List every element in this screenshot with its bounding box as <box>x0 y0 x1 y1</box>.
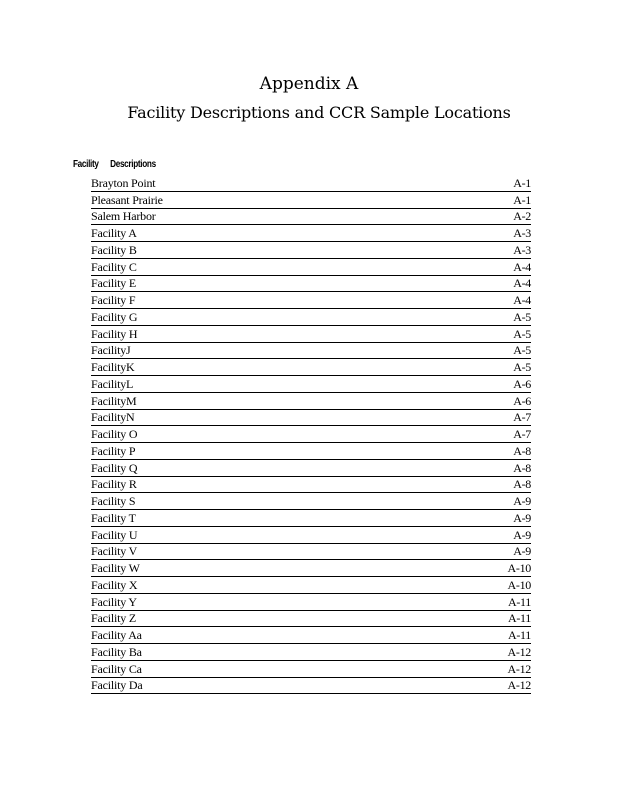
toc-entry-name[interactable]: FacilityK <box>91 360 135 374</box>
toc-entry-name[interactable]: Facility Z <box>91 611 136 626</box>
toc-entry[interactable] <box>91 493 531 510</box>
appendix-title: Appendix A <box>259 74 359 94</box>
toc-entry-name[interactable]: Facility U <box>91 527 138 542</box>
toc-entry[interactable] <box>91 259 531 276</box>
toc-entry-name[interactable]: Facility Da <box>91 678 143 693</box>
toc-entry[interactable] <box>91 359 531 376</box>
toc-entry-name[interactable]: Facility Aa <box>91 628 142 642</box>
toc-entry-name[interactable]: Salem Harbor <box>91 209 156 224</box>
appendix-subtitle: Facility Descriptions and CCR Sample Locations <box>127 103 511 122</box>
toc-entry-page[interactable]: A-8 <box>513 460 531 475</box>
toc-entry-page[interactable]: A-1 <box>513 175 531 190</box>
toc-entry[interactable] <box>91 393 531 410</box>
toc-entry-page[interactable]: A-7 <box>513 427 531 441</box>
toc-entry-name[interactable]: Facility W <box>91 561 140 575</box>
toc-entry-page[interactable]: A-11 <box>507 628 531 642</box>
toc-entry[interactable] <box>91 276 531 293</box>
toc-entry-page[interactable]: A-12 <box>507 678 531 693</box>
toc-entry-page[interactable]: A-2 <box>513 209 531 224</box>
toc-entry-name[interactable]: Facility F <box>91 293 136 307</box>
toc-entry-name[interactable]: Facility C <box>91 259 137 274</box>
toc-entry-name[interactable]: FacilityJ <box>91 343 131 358</box>
table-of-contents <box>91 175 531 694</box>
toc-entry-page[interactable]: A-10 <box>507 577 531 592</box>
toc-entry[interactable] <box>91 544 531 561</box>
toc-entry-page[interactable]: A-6 <box>513 393 531 408</box>
toc-entry-name[interactable]: Facility H <box>91 326 138 341</box>
toc-entry[interactable] <box>91 192 531 209</box>
toc-entry-name[interactable]: Facility Q <box>91 460 138 475</box>
toc-entry-name[interactable]: FacilityL <box>91 376 134 391</box>
toc-entry-name[interactable]: Facility E <box>91 276 136 291</box>
toc-entry[interactable] <box>91 292 531 309</box>
section-heading <box>73 159 156 170</box>
toc-entry[interactable] <box>91 326 531 343</box>
toc-entry-page[interactable]: A-11 <box>507 611 531 626</box>
toc-entry-page[interactable]: A-8 <box>513 443 531 458</box>
toc-entry[interactable] <box>91 594 531 611</box>
toc-entry-page[interactable]: A-10 <box>507 561 531 575</box>
toc-entry-name[interactable]: FacilityN <box>91 410 135 425</box>
toc-entry-page[interactable]: A-3 <box>513 226 531 240</box>
toc-entry[interactable] <box>91 309 531 326</box>
toc-entry-name[interactable]: FacilityM <box>91 393 137 408</box>
toc-entry-name[interactable]: Facility G <box>91 309 138 324</box>
toc-entry-name[interactable]: Facility V <box>91 544 138 559</box>
toc-entry[interactable] <box>91 477 531 494</box>
toc-entry-page[interactable]: A-5 <box>513 326 531 341</box>
toc-entry[interactable] <box>91 661 531 678</box>
toc-entry-page[interactable]: A-5 <box>513 343 531 358</box>
toc-entry-page[interactable]: A-1 <box>513 192 531 207</box>
toc-entry[interactable] <box>91 242 531 259</box>
toc-entry-name[interactable]: Brayton Point <box>91 175 156 190</box>
toc-entry[interactable] <box>91 460 531 477</box>
toc-entry-name[interactable]: Pleasant Prairie <box>91 192 163 207</box>
toc-entry[interactable] <box>91 644 531 661</box>
toc-entry-page[interactable]: A-12 <box>507 644 531 659</box>
toc-entry-name[interactable]: Facility A <box>91 226 137 240</box>
toc-entry[interactable] <box>91 426 531 443</box>
toc-entry-page[interactable]: A-9 <box>513 544 531 559</box>
toc-entry-page[interactable]: A-4 <box>513 293 531 307</box>
toc-entry-name[interactable]: Facility S <box>91 494 136 508</box>
toc-entry[interactable] <box>91 343 531 360</box>
toc-entry-name[interactable]: Facility Y <box>91 594 137 609</box>
toc-entry[interactable] <box>91 376 531 393</box>
section-heading-word-1: Facility <box>73 159 99 170</box>
toc-entry-page[interactable]: A-4 <box>513 259 531 274</box>
toc-entry-page[interactable]: A-3 <box>513 242 531 257</box>
toc-entry[interactable] <box>91 627 531 644</box>
toc-entry[interactable] <box>91 443 531 460</box>
toc-entry[interactable] <box>91 175 531 192</box>
toc-entry-name[interactable]: Facility Ca <box>91 661 142 676</box>
toc-entry-page[interactable]: A-7 <box>513 410 531 425</box>
toc-entry-page[interactable]: A-9 <box>513 527 531 542</box>
toc-entry-name[interactable]: Facility T <box>91 510 136 525</box>
toc-entry[interactable] <box>91 577 531 594</box>
toc-entry-page[interactable]: A-8 <box>513 477 531 492</box>
toc-entry-page[interactable]: A-6 <box>513 376 531 391</box>
toc-entry[interactable] <box>91 209 531 226</box>
toc-entry-name[interactable]: Facility Ba <box>91 644 142 659</box>
toc-entry-name[interactable]: Facility R <box>91 477 137 492</box>
toc-entry[interactable] <box>91 225 531 242</box>
toc-entry[interactable] <box>91 678 531 695</box>
toc-entry-page[interactable]: A-9 <box>513 510 531 525</box>
toc-entry-name[interactable]: Facility X <box>91 577 138 592</box>
toc-entry-name[interactable]: Facility O <box>91 427 138 441</box>
section-heading-word-2: Descriptions <box>110 159 156 170</box>
toc-entry-name[interactable]: Facility P <box>91 443 136 458</box>
toc-entry-page[interactable]: A-12 <box>507 661 531 676</box>
toc-entry-name[interactable]: Facility B <box>91 242 137 257</box>
toc-entry-page[interactable]: A-5 <box>513 309 531 324</box>
toc-entry[interactable] <box>91 410 531 427</box>
toc-entry[interactable] <box>91 527 531 544</box>
toc-entry[interactable] <box>91 611 531 628</box>
toc-entry-page[interactable]: A-11 <box>507 594 531 609</box>
toc-entry-page[interactable]: A-9 <box>513 494 531 508</box>
toc-entry[interactable] <box>91 560 531 577</box>
toc-entry-page[interactable]: A-4 <box>513 276 531 291</box>
toc-entry[interactable] <box>91 510 531 527</box>
toc-entry-page[interactable]: A-5 <box>513 360 531 374</box>
